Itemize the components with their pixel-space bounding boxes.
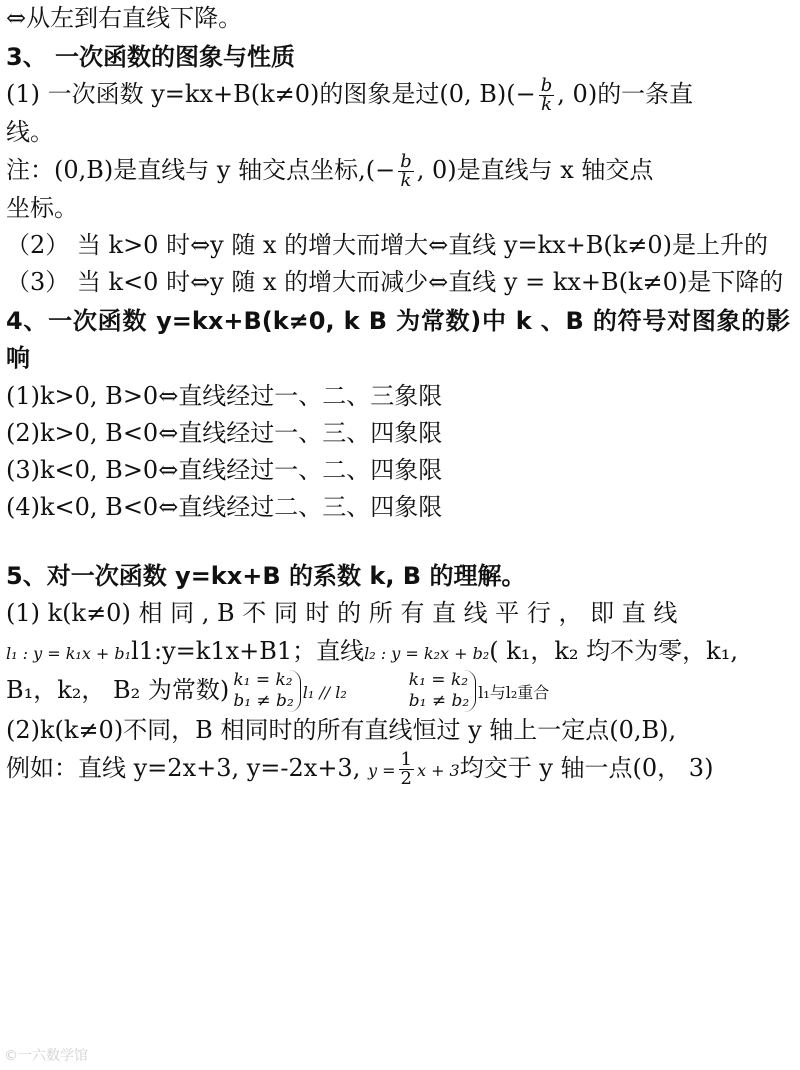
note-text: 注：(0,B)是直线与 y 轴交点坐标,( (6, 155, 376, 184)
fraction-half (399, 748, 414, 789)
case-4: (4)k<0, B<0⇔直线经过二、三、四象限 (6, 493, 443, 522)
section-5-para-1: (1) k(k≠0) 相 同 , B 不 同 时 的 所 有 直 线 平 行 ， 即 直 线 (6, 599, 678, 628)
constants-text: B₁，k₂， B₂ 为常数) (6, 675, 230, 704)
example-text: 例如：直线 y=2x+3, y=-2x+3, (6, 753, 361, 782)
watermark: ©一六数学馆 (4, 1048, 88, 1065)
half-numerator: 1 (400, 748, 412, 770)
system-parallel-neq: b₁ ≠ b₂ (233, 691, 294, 712)
spacer (6, 526, 790, 556)
line-l2-formula: l₂ : y = k₂x + b₂ (364, 643, 490, 663)
note-cont: 坐标。 (6, 193, 78, 222)
fraction-denominator: k (541, 94, 552, 116)
note-line (6, 152, 790, 190)
section-5-para-2 (6, 633, 790, 670)
fraction-b-over-k (539, 77, 555, 114)
section-5-para-4: (2)k(k≠0)不同，B 相同时的所有直线恒过 y 轴上一定点(0,B), (6, 716, 677, 745)
fraction-numerator-2: b (400, 150, 412, 172)
coincide-result: l₁与l₂重合 (478, 682, 550, 702)
section-5-heading: 5、对一次函数 y=kx+B 的系数 k, B 的理解。 (6, 562, 526, 591)
paragraph-1-tail: , 0)的一条直 (557, 80, 694, 109)
line-l1-formula: l₁ : y = k₁x + b₁ (6, 643, 132, 663)
intro-line: ⇔从左到右直线下降。 (6, 4, 243, 32)
section-5-para-3 (6, 670, 790, 713)
line-l2-text: ( k₁，k₂ 均不为零，k₁, (489, 636, 738, 665)
section-5-para-5 (6, 750, 790, 788)
half-denominator: 2 (400, 767, 412, 789)
system-coincide-neq: b₁ ≠ b₂ (408, 691, 470, 712)
system-parallel-eq: k₁ = k₂ (233, 669, 293, 690)
case-3: (3)k<0, B>0⇔直线经过一、二、四象限 (6, 455, 443, 484)
line-l1-text: l1:y=k1x+B1；直线 (131, 636, 365, 665)
system-parallel (231, 670, 300, 713)
paragraph-2: （2） 当 k>0 时⇔y 随 x 的增大而增大⇔直线 y=kx+B(k≠0)是上升的 (6, 230, 769, 259)
paragraph-1-text: (1) 一次函数 y=kx+B(k≠0)的图象是过(0, B)( (6, 80, 516, 109)
fraction-numerator: b (540, 75, 553, 97)
parallel-result: l₁ // l₂ (302, 682, 347, 702)
paragraph-1-cont: 线。 (6, 118, 54, 147)
example-tail: 均交于 y 轴一点(0， 3) (459, 753, 714, 782)
paragraph-3: （3） 当 k<0 时⇔y 随 x 的增大而减少⇔直线 y = kx+B(k≠0)是下降的 (6, 267, 784, 296)
system-coincide-eq: k₁ = k₂ (408, 669, 469, 690)
example-formula-lhs: y = (367, 760, 396, 780)
system-coincide (407, 670, 476, 713)
paragraph-1 (6, 76, 790, 114)
section-3-heading: 3、 一次函数的图象与性质 (6, 43, 296, 72)
fraction-b-over-k-2 (398, 150, 414, 191)
note-tail: , 0)是直线与 x 轴交点 (416, 155, 654, 184)
section-4-heading: 4、一次函数 y=kx+B(k≠0, k B 为常数)中 k 、B 的符号对图象的影响 (6, 307, 790, 373)
neg-sign-2: − (375, 155, 396, 184)
example-formula-rhs: x + 3 (416, 760, 460, 780)
neg-sign: − (515, 80, 536, 109)
fraction-denominator-2: k (400, 169, 412, 191)
case-1: (1)k>0, B>0⇔直线经过一、二、三象限 (6, 381, 443, 410)
case-2: (2)k>0, B<0⇔直线经过一、三、四象限 (6, 418, 443, 447)
